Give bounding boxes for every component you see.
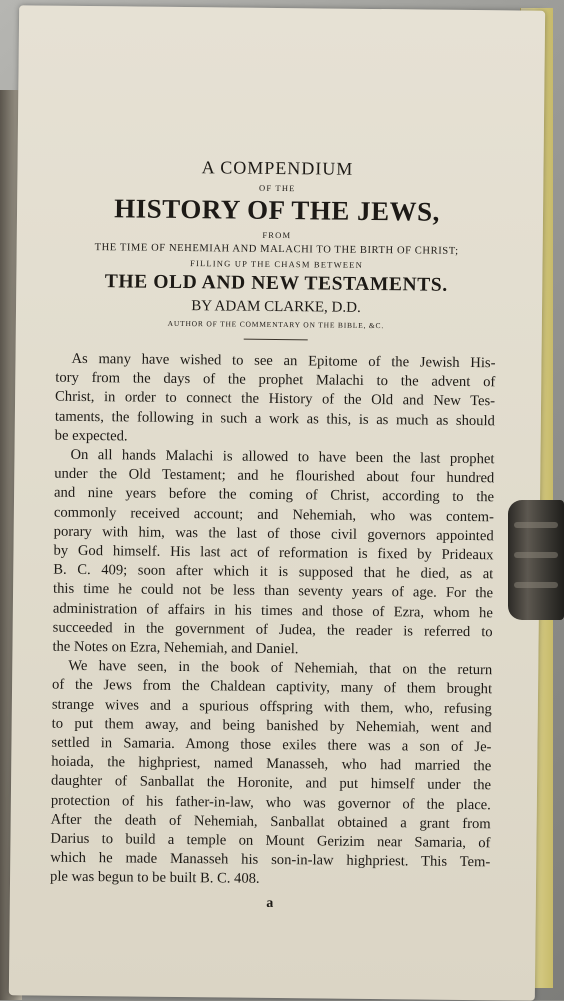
clip-ridge [514, 522, 558, 528]
title-history: HISTORY OF THE JEWS, [114, 193, 441, 227]
title-author: BY ADAM CLARKE, D.D. [191, 298, 361, 316]
paragraph-3 [50, 657, 492, 892]
text-line: administration of affairs in his times and those of Ezra, whom he [52, 600, 493, 621]
title-from: FROM [262, 229, 292, 241]
title-testaments: THE OLD AND NEW TESTAMENTS. [104, 271, 448, 296]
text-line: tory from the days of the prophet Malachi to the advent of [55, 369, 496, 391]
text-line: After the death of Nehemiah, Sanballat obtained a grant from [50, 811, 491, 833]
title-block [56, 156, 498, 332]
text-line: to put them away, and being banished by Nehemiah, went and [51, 715, 492, 737]
title-compendium: A COMPENDIUM [201, 157, 354, 179]
title-filling: FILLING UP THE CHASM BETWEEN [190, 258, 364, 270]
text-line: We have seen, in the book of Nehemiah, that on the return [68, 658, 493, 679]
text-line: commonly received account; and Nehemiah, who was contem- [53, 504, 494, 525]
text-line: As many have wished to see an Epitome of the Jewish His- [71, 350, 496, 372]
title-author-description: AUTHOR OF THE COMMENTARY ON THE BIBLE, &C. [167, 318, 385, 331]
text-line: be expected. [54, 427, 128, 445]
text-line: succeeded in the government of Judea, the reader is referred to [52, 619, 493, 641]
text-line: by God himself. His last act of reformation is fixed by Prideaux [53, 542, 494, 564]
text-line: On all hands Malachi is allowed to have been the last prophet [70, 446, 495, 468]
title-divider [244, 339, 308, 341]
text-line: ple was begun to be built B. C. 408. [49, 869, 260, 888]
text-line: and nine years before the coming of Christ, according to the [54, 485, 495, 506]
paragraph-1 [55, 350, 496, 451]
text-line: this time he could not be less than seventy years of age. For the [53, 581, 494, 602]
text-line: of the Jews from the Chaldean captivity, many of them brought [51, 677, 493, 698]
text-line: the Notes on Ezra, Nehemiah, and Daniel. [52, 638, 299, 658]
text-line: hoiada, the highpriest, named Manasseh, who had married the [51, 753, 492, 775]
text-line: Darius to build a temple on Mount Gerizim near Samaria, of [50, 830, 491, 852]
text-line: porary with him, was the last of those civil governors appointed [53, 523, 494, 545]
page-content [50, 156, 498, 914]
title-time-range: THE TIME OF NEHEMIAH AND MALACHI TO THE BIRTH OF CHRIST; [94, 242, 459, 257]
clip-ridge [514, 582, 558, 588]
text-line: taments, the following in such a work as this, is as much as should [54, 408, 495, 429]
text-line: B. C. 409; soon after which it is supposed that he died, as at [53, 561, 494, 583]
folio-signature: a [266, 895, 274, 911]
text-line: which he made Manasseh his son-in-law highpriest. This Tem- [50, 849, 491, 871]
clip-ridge [514, 552, 558, 558]
text-line: protection of his father-in-law, who was governor of the place. [50, 792, 491, 813]
text-line: settled in Samaria. Among those exiles there was a son of Je- [51, 734, 492, 756]
book-page [9, 5, 545, 1000]
text-line: daughter of Sanballat the Horonite, and put himself under the [50, 773, 492, 794]
text-line: under the Old Testament; and he flourished about four hundred [54, 465, 495, 487]
paragraph-2 [52, 446, 494, 662]
text-line: Christ, in order to connect the History of the Old and New Tes- [55, 389, 496, 410]
binder-clip [508, 500, 564, 620]
title-of-the: OF THE [258, 182, 296, 194]
text-line: strange wives and a spurious offspring with them, who, refusing [51, 696, 492, 717]
